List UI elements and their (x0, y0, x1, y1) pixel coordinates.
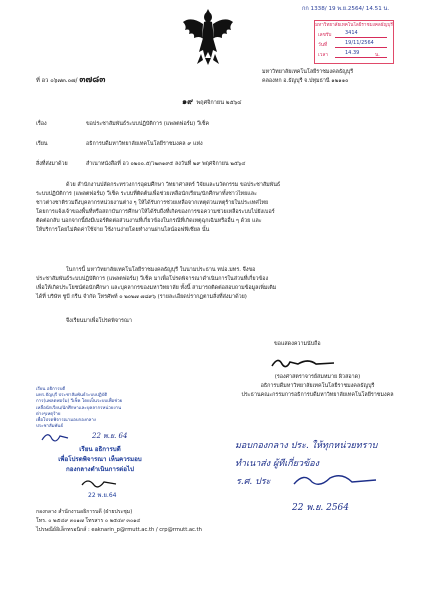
subject-label: เรื่อง (36, 121, 47, 127)
signatory-title-2: ประธานคณะกรรมการอธิการบดีมหาวิทยาลัยเทคโนโลยีราชมงคล (241, 392, 394, 398)
enclosure-label: สิ่งที่ส่งมาด้วย (36, 161, 68, 167)
executive-signature-image (290, 470, 380, 490)
paragraph-2: ในการนี้ มหาวิทยาลัยเทคโนโลยีราชมงคลธัญบุรี ในนามประธาน ทปอ.มทร. จึงขอ ประชาสัมพันธ์ระบบปฏิบัติการ (แพลตฟอร์ม) วีเช็ค มาเพื่อโปรดพิจารณาดำเนินการในส่วนที่เกี่ยวข้อง เพื่อให้เกิดประโยชน์ต่อนักศึกษา และบุคลากรของมหาวิทยาลัย ทั้งนี้ สามารถติดต่อสอบถามข้อมูลเพิ่มเติม ได้ที่ บริษัท ชูบี กรีน จำกัด โทรศัพท์ ๐ ๒๐๒๗ ๗๘๙๖ (รายละเอียดปรากฏตามสิ่งที่ส่งมาด้วย) (36, 267, 277, 300)
closing-request: จึงเรียนมาเพื่อโปรดพิจารณา (66, 318, 132, 324)
stamp-time-label: เวลา (318, 53, 328, 58)
receipt-stamp (314, 20, 394, 64)
signature-image (268, 354, 338, 372)
enclosure: สำเนาหนังสือที่ อว ๐๒๐๐.๕/ว๒๓๑๙๕ ลงวันที่ ๒๙ พฤศจิกายน ๒๕๖๔ (86, 161, 246, 167)
garuda-emblem-icon (181, 8, 235, 66)
regards: ขอแสดงความนับถือ (274, 341, 321, 347)
document-number: ที่ อว ๐๖๗๓.๐๗/ ๓๗๘๓ (36, 75, 106, 85)
stamp-date: 19/11/2564 (345, 40, 374, 46)
sender-address: มหาวิทยาลัยเทคโนโลยีราชมงคลธัญบุรี คลองหก อ.ธัญบุรี จ.ปทุมธานี ๑๒๑๑๐ (262, 69, 354, 84)
handwritten-date: 22 พ.ย. 2564 (292, 503, 350, 513)
signatory-title-1: อธิการบดีมหาวิทยาลัยเทคโนโลยีราชมงคลธัญบุรี (260, 383, 375, 389)
signatory-block (230, 373, 405, 400)
stamp-date-label: วันที่ (318, 43, 328, 48)
stamp-time: 14.39 (345, 50, 360, 56)
footer-contact (36, 508, 202, 535)
routing-note: เรียน อธิการบดี มทร.ธัญบุรี ประชาสัมพันธ์ระบบปฏิบัติ การ(แพลตฟอร์ม) วีเช็ค โดยเป็นระบบเพื่อช่วย เหลือนักเรียน/นักศึกษาและบุคลากรหน่วยงาน ต่างๆเหตุร้าย เพื่อโปรดพิจารณามอบกองกลาง ประชาสัมพันธ์ (36, 387, 123, 430)
routing-date: 22 พ.ย. 64 (92, 432, 128, 440)
footer-email: ไปรษณีย์อิเล็กทรอนิกส์ : eaknarin_p@rmutt.ac.th / crp@rmutt.ac.th (36, 527, 202, 533)
routing-signature-image (40, 430, 90, 444)
stamp-received-label: เลขรับ (318, 33, 332, 38)
footer-department: กองกลาง สำนักงานอธิการบดี (ฝ่ายประชุม) (36, 509, 133, 515)
receipt-note: กก 1338/ 19 พ.ย.2564/ 14.51 น. (302, 6, 390, 12)
to-label: เรียน (36, 141, 48, 147)
stamp-header: มหาวิทยาลัยเทคโนโลยีราชมงคลธัญบุรี (315, 23, 393, 28)
stamp-time-unit: น. (375, 53, 380, 58)
subject: ขอประชาสัมพันธ์ระบบปฏิบัติการ (แพลตฟอร์ม) วีเช็ค (86, 121, 210, 127)
document-date: ๑๙ พฤศจิกายน ๒๕๖๔ (182, 96, 242, 106)
handwritten-instruction-3: ร.ศ. ประ (236, 477, 271, 487)
document-number-handwritten: ๓๗๘๓ (79, 75, 106, 85)
to: อธิการบดีมหาวิทยาลัยเทคโนโลยีราชมงคล ๙ แห่ง (86, 141, 203, 147)
handwritten-instruction-1: มอบกองกลาง ประ. ให้ทุกหน่วยทราบ (235, 441, 378, 451)
paragraph-1: ด้วย สำนักงานปลัดกระทรวงการอุดมศึกษา วิทยาศาสตร์ วิจัยและนวัตกรรม ขอประชาสัมพันธ์ ระบบปฏิบัติการ (แพลตฟอร์ม) วีเช็ค ระบบที่ติดต้นเพื่อช่วยเหลือนักเรียน/นักศึกษาทั้งชาวไทยและ ชาวต่างชาติรวมถึงบุคลากรหน่วยงานต่าง ๆ ให้ได้รับการช่วยเหลือจากเหตุด่วนเหตุร้ายในประเทศไทย โดยการแจ้งเจ้าของพื้นที่หรือสถาบันการศึกษาให้ได้รับถึงที่เกิดของการขอความช่วยเหลือระบบไปยังเบอร์ ติดต่อกลับ นอกจากนี้ยังมีเบอร์ติดต่อส่วนงานที่เกี่ยวข้องในกรณีที่เกิดเหตุฉุกเฉินหรืออื่น ๆ ด้วย และ ให้บริการโดยไม่คิดค่าใช้จ่าย ใช้งานง่ายโดยทำงานผ่านไลน์ออฟฟิเชียล นั้น (36, 182, 281, 233)
department-stamp-date: 22 พ.ย.64 (88, 492, 117, 499)
department-signature-image (80, 477, 120, 491)
department-stamp: เรียน อธิการบดี เพื่อโปรดพิจารณา เห็นควรมอบ กองกลางดำเนินการต่อไป (58, 446, 142, 473)
handwritten-instruction-2: ทำเนาส่ง ผู้ทีเกี่ยวข้อง (235, 459, 320, 469)
stamp-received-no: 3414 (345, 30, 358, 36)
footer-phone: โทร. ๐ ๒๕๔๙ ๓๐๑๗ โทรสาร ๐ ๒๕๔๙ ๓๐๑๔ (36, 518, 141, 524)
signatory-name: (รองศาสตราจารย์สมหมาย ผิวสอาด) (274, 374, 361, 380)
